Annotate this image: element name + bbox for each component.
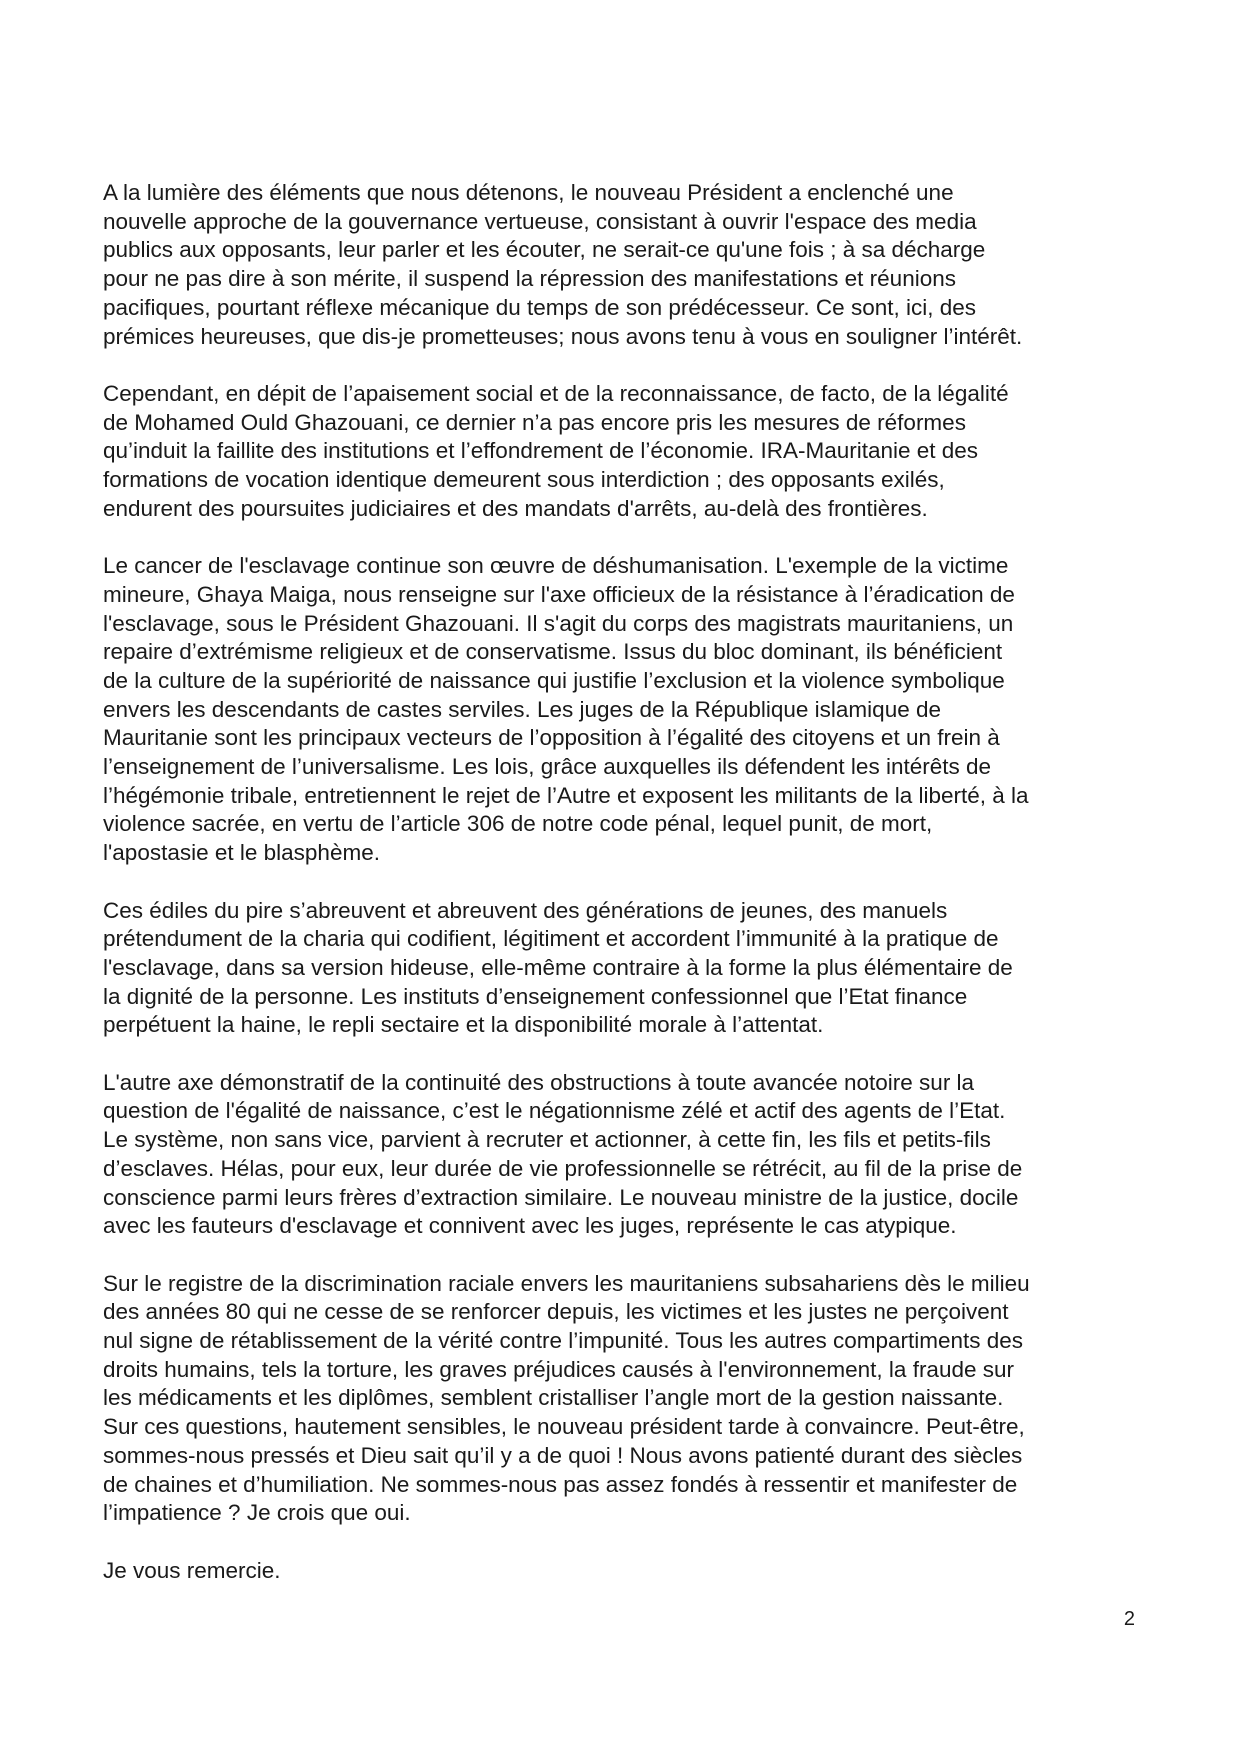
paragraph-5: [103, 1069, 1143, 1241]
text-line: publics aux opposants, leur parler et les écouter, ne serait-ce qu'une fois ; à sa décharge: [103, 237, 986, 263]
text-line: question de l'égalité de naissance, c’est le négationnisme zélé et actif des agents de l’Etat.: [103, 1098, 1006, 1124]
text-line: avec les fauteurs d'esclavage et connivent avec les juges, représente le cas atypique.: [103, 1213, 957, 1239]
text-line: Sur ces questions, hautement sensibles, le nouveau président tarde à convaincre. Peut-être,: [103, 1414, 1025, 1440]
text-line: Sur le registre de la discrimination raciale envers les mauritaniens subsahariens dès le milieu: [103, 1270, 1030, 1296]
text-line: l’enseignement de l’universalisme. Les lois, grâce auxquelles ils défendent les intérêts de: [103, 754, 992, 780]
paragraph-4: [103, 897, 1143, 1041]
paragraph-3: [103, 552, 1143, 868]
text-line: Le cancer de l'esclavage continue son œuvre de déshumanisation. L'exemple de la victime: [103, 553, 1009, 579]
text-line: endurent des poursuites judiciaires et des mandats d'arrêts, au-delà des frontières.: [103, 495, 928, 521]
text-line: Le système, non sans vice, parvient à recruter et actionner, à cette fin, les fils et petits-fils: [103, 1127, 991, 1153]
text-line: l'apostasie et le blasphème.: [103, 840, 380, 866]
text-line: qu’induit la faillite des institutions et l’effondrement de l’économie. IRA-Mauritanie et des: [103, 438, 979, 464]
text-line: des années 80 qui ne cesse de se renforcer depuis, les victimes et les justes ne perçoivent: [103, 1299, 1009, 1325]
text-line: les médicaments et les diplômes, semblent cristalliser l’angle mort de la gestion naissante.: [103, 1385, 1004, 1411]
document-body: [103, 179, 1143, 1614]
paragraph-6: [103, 1270, 1143, 1528]
text-line: prétendument de la charia qui codifient, légitiment et accordent l’immunité à la pratique de: [103, 926, 999, 952]
text-line: Ces édiles du pire s’abreuvent et abreuvent des générations de jeunes, des manuels: [103, 897, 948, 923]
text-line: nouvelle approche de la gouvernance vertueuse, consistant à ouvrir l'espace des media: [103, 208, 977, 234]
text-line: de chaines et d’humiliation. Ne sommes-nous pas assez fondés à ressentir et manifester de: [103, 1471, 1018, 1497]
page-number: 2: [1123, 1608, 1135, 1630]
text-line: conscience parmi leurs frères d’extraction similaire. Le nouveau ministre de la justice, docile: [103, 1184, 1019, 1210]
text-line: Cependant, en dépit de l’apaisement social et de la reconnaissance, de facto, de la légalité: [103, 380, 1009, 406]
text-line: d’esclaves. Hélas, pour eux, leur durée de vie professionnelle se rétrécit, au fil de la prise de: [103, 1155, 1023, 1181]
text-line: mineure, Ghaya Maiga, nous renseigne sur l'axe officieux de la résistance à l’éradication de: [103, 581, 1015, 607]
text-line: l’hégémonie tribale, entretiennent le rejet de l’Autre et exposent les militants de la liberté, à la: [103, 782, 1029, 808]
text-line: l'esclavage, sous le Président Ghazouani. Il s'agit du corps des magistrats mauritaniens, un: [103, 610, 1014, 636]
text-line: l’impatience ? Je crois que oui.: [103, 1500, 411, 1526]
text-line: pacifiques, pourtant réflexe mécanique du temps de son prédécesseur. Ce sont, ici, des: [103, 294, 977, 320]
paragraph-2: [103, 380, 1143, 524]
text-line: la dignité de la personne. Les instituts d’enseignement confessionnel que l’Etat finance: [103, 983, 968, 1009]
text-line: L'autre axe démonstratif de la continuité des obstructions à toute avancée notoire sur la: [103, 1069, 975, 1095]
text-line: violence sacrée, en vertu de l’article 306 de notre code pénal, lequel punit, de mort,: [103, 811, 933, 837]
text-line: repaire d’extrémisme religieux et de conservatisme. Issus du bloc dominant, ils bénéficient: [103, 639, 1003, 665]
text-line: A la lumière des éléments que nous détenons, le nouveau Président a enclenché une: [103, 180, 954, 205]
text-line: Mauritanie sont les principaux vecteurs de l’opposition à l’égalité des citoyens et un frein à: [103, 725, 1000, 751]
text-line: sommes-nous pressés et Dieu sait qu’il y a de quoi ! Nous avons patienté durant des siècles: [103, 1442, 1023, 1468]
text-line: perpétuent la haine, le repli sectaire et la disponibilité morale à l’attentat.: [103, 1012, 824, 1038]
paragraph-1: [103, 179, 1143, 351]
text-line: l'esclavage, dans sa version hideuse, elle-même contraire à la forme la plus élémentaire de: [103, 954, 1013, 980]
text-line: envers les descendants de castes serviles. Les juges de la République islamique de: [103, 696, 941, 722]
closing-paragraph: [103, 1557, 1143, 1586]
text-line: droits humains, tels la torture, les graves préjudices causés à l'environnement, la fraude sur: [103, 1356, 1014, 1382]
text-line: de la culture de la supériorité de naissance qui justifie l’exclusion et la violence symbolique: [103, 667, 1005, 693]
text-line: Je vous remercie.: [103, 1557, 281, 1583]
text-line: prémices heureuses, que dis-je prometteuses; nous avons tenu à vous en souligner l’intérêt.: [103, 323, 1023, 349]
text-line: pour ne pas dire à son mérite, il suspend la répression des manifestations et réunions: [103, 266, 956, 292]
text-line: de Mohamed Ould Ghazouani, ce dernier n’a pas encore pris les mesures de réformes: [103, 409, 966, 435]
text-line: nul signe de rétablissement de la vérité contre l’impunité. Tous les autres compartiments des: [103, 1328, 1024, 1354]
text-line: formations de vocation identique demeurent sous interdiction ; des opposants exilés,: [103, 467, 945, 493]
